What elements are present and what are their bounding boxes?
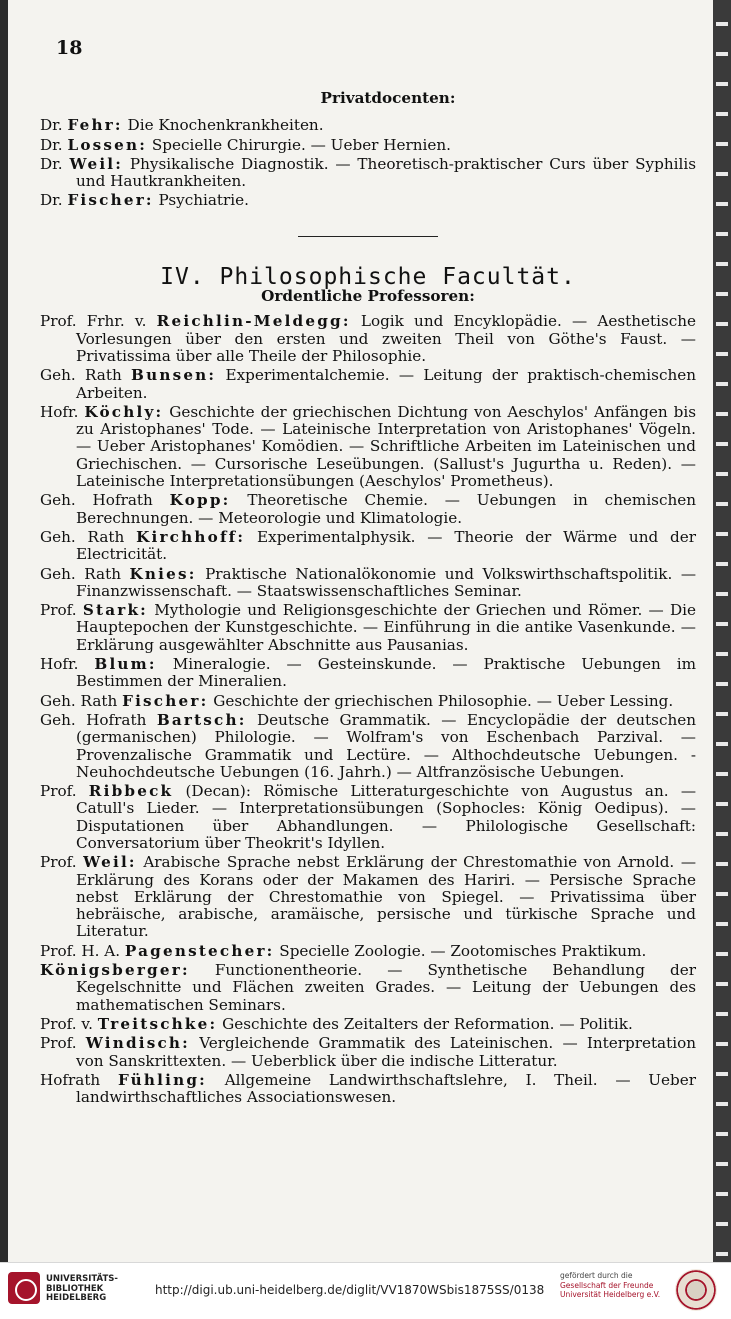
lecture-entry	[40, 137, 696, 154]
entry-title: Prof. v.	[40, 1014, 93, 1033]
lecturer-name: Weil:	[69, 154, 124, 173]
scan-edge-left	[0, 0, 8, 1262]
professor-list	[40, 313, 696, 1106]
entry-title: Geh. Rath	[40, 564, 121, 583]
entry-title: Hofr.	[40, 402, 79, 421]
privatdocenten-list	[40, 117, 696, 209]
lecturer-name: Lossen:	[67, 135, 148, 154]
lecture-entry	[40, 693, 696, 710]
lecture-entry	[40, 404, 696, 490]
lecture-topics: Praktische Nationalökonomie und Volkswirthschaftspolitik. — Finanzwissenschaft. — Staatswissenschaftliches Seminar.	[76, 564, 697, 600]
lecturer-name: Königsberger:	[40, 961, 190, 980]
library-name: UNIVERSITÄTS- BIBLIOTHEK HEIDELBERG	[46, 1274, 118, 1303]
lecturer-name: Ribbeck	[88, 782, 174, 801]
entry-title: Geh. Hofrath	[40, 491, 153, 510]
lecture-entry	[40, 117, 696, 134]
lecturer-name: Windisch:	[85, 1034, 190, 1053]
lecturer-name: Fühling:	[117, 1070, 207, 1089]
lecture-entry	[40, 1016, 696, 1033]
lecture-entry	[40, 854, 696, 940]
entry-title: Dr.	[40, 154, 63, 173]
privatdocenten-heading: Privatdocenten:	[320, 89, 456, 107]
lecturer-name: Knies:	[129, 564, 197, 583]
lecturer-name: Fischer:	[122, 691, 209, 710]
lecturer-name: Reichlin-Meldegg:	[156, 312, 351, 331]
lecture-entry	[40, 1072, 696, 1107]
sponsor-text: gefördert durch die Gesellschaft der Freunde Universität Heidelberg e.V.	[560, 1271, 661, 1299]
lecture-topics: Geschichte der griechischen Philosophie. — Ueber Lessing.	[213, 691, 674, 710]
lecture-topics: Vergleichende Grammatik des Lateinischen. — Interpretation von Sanskrittexten. — Ueberblick über die indische Litteratur.	[76, 1034, 696, 1070]
lecture-topics: Specielle Chirurgie. — Ueber Hernien.	[151, 135, 451, 154]
document-page	[40, 30, 696, 1255]
lecture-entry	[40, 656, 696, 691]
lecturer-name: Bartsch:	[156, 710, 247, 729]
entry-title: Dr.	[40, 191, 63, 210]
lecturer-name: Bunsen:	[131, 366, 217, 385]
page-number: 18	[56, 37, 83, 59]
lecture-entry	[40, 156, 696, 191]
faculty-heading: IV. Philosophische Facultät.	[160, 263, 576, 290]
lecture-topics: Physikalische Diagnostik. — Theoretisch-praktischer Curs über Syphilis und Hautkrankheiten.	[76, 154, 696, 191]
lecture-topics: Mineralogie. — Gesteinskunde. — Praktische Uebungen im Bestimmen der Mineralien.	[76, 655, 697, 691]
lecture-topics: Experimentalphysik. — Theorie der Wärme und der Electricität.	[76, 527, 696, 564]
lecture-topics: Theoretische Chemie. — Uebungen in chemischen Berechnungen. — Meteorologie und Klimatologie.	[76, 491, 697, 527]
lecture-entry	[40, 313, 696, 365]
entry-title: Geh. Rath	[40, 527, 125, 546]
section-divider	[298, 236, 438, 237]
lecture-topics: Arabische Sprache nebst Erklärung der Chrestomathie von Arnold. — Erklärung des Korans oder der Makamen des Hariri. — Persische Sprache nebst Erklärung der Chrestomathie von Spiegel. — Privatissima über hebräische, arabische, aramäische, persische und türkische Sprache und Literatur.	[76, 853, 697, 941]
permalink-url[interactable]: http://digi.ub.uni-heidelberg.de/diglit/VV1870WSbis1875SS/0138	[155, 1283, 545, 1297]
entry-title: Prof.	[40, 853, 77, 872]
scan-ruler	[716, 0, 728, 1262]
lecturer-name: Fehr:	[67, 116, 123, 135]
entry-title: Prof.	[40, 1034, 77, 1053]
lecture-topics: Deutsche Grammatik. — Encyclopädie der deutschen (germanischen) Philologie. — Wolfram's von Eschenbach Parzival. — Provenzalische Grammatik und Lectüre. — Althochdeutsche Uebungen. - Neuhochdeutsche Uebungen (16. Jahrh.) — Altfranzösische Uebungen.	[76, 710, 696, 781]
lecture-entry	[40, 492, 696, 527]
lecture-entry	[40, 566, 696, 601]
lecturer-name: Treitschke:	[97, 1014, 218, 1033]
lecture-topics: Mythologie und Religionsgeschichte der Griechen und Römer. — Die Hauptepochen der Kunstgeschichte. — Einführung in die antike Vasenkunde. — Erklärung ausgewählter Abschnitte aus Pausanias.	[76, 601, 697, 654]
entry-title: Hofr.	[40, 655, 79, 674]
entry-title: Prof. Frhr. v.	[40, 312, 147, 331]
lecturer-name: Stark:	[82, 601, 148, 620]
entry-title: Geh. Rath	[40, 691, 118, 710]
lecturer-name: Fischer:	[67, 191, 154, 210]
lecture-topics: Geschichte des Zeitalters der Reformation. — Politik.	[222, 1014, 633, 1033]
lecture-entry	[40, 1035, 696, 1070]
university-seal-icon[interactable]	[675, 1269, 717, 1311]
lecture-entry	[40, 602, 696, 654]
lecturer-name: Weil:	[83, 853, 137, 872]
lecture-entry	[40, 712, 696, 781]
lecture-topics: Die Knochenkrankheiten.	[127, 116, 324, 135]
lecture-topics: Experimentalchemie. — Leitung der praktisch-chemischen Arbeiten.	[76, 366, 696, 402]
lecture-entry	[40, 192, 696, 209]
lecture-entry	[40, 529, 696, 564]
entry-title: Hofrath	[40, 1070, 101, 1089]
scan-edge-right	[713, 0, 731, 1262]
entry-title: Geh. Hofrath	[40, 710, 147, 729]
faculty-subheading: Ordentliche Professoren:	[261, 287, 475, 306]
lecture-topics: Specielle Zoologie. — Zootomisches Praktikum.	[279, 941, 647, 960]
lecturer-name: Kopp:	[169, 491, 231, 510]
lecture-entry	[40, 367, 696, 402]
lecture-entry	[40, 783, 696, 852]
university-library-logo-icon[interactable]	[8, 1272, 40, 1304]
lecture-topics: Allgemeine Landwirthschaftslehre, I. Theil. — Ueber landwirthschaftliches Associationswesen.	[76, 1070, 696, 1107]
lecturer-name: Pagenstecher:	[124, 941, 275, 960]
lecture-entry	[40, 943, 696, 960]
lecture-entry	[40, 962, 696, 1014]
entry-title: Prof.	[40, 601, 77, 620]
entry-title: Dr.	[40, 116, 63, 135]
entry-title: Dr.	[40, 135, 63, 154]
entry-title: Geh. Rath	[40, 366, 122, 385]
library-footer	[0, 1262, 731, 1319]
lecturer-name: Köchly:	[84, 402, 164, 421]
entry-title: Prof. H. A.	[40, 941, 121, 960]
lecture-topics: Logik und Encyklopädie. — Aesthetische Vorlesungen über den ersten und zweiten Theil von Göthe's Faust. — Privatissima über alle Theile der Philosophie.	[76, 312, 697, 365]
entry-title: Prof.	[40, 782, 77, 801]
lecturer-name: Kirchhoff:	[136, 527, 246, 546]
lecturer-name: Blum:	[94, 655, 157, 674]
lecture-topics: (Decan): Römische Litteraturgeschichte von Augustus an. — Catull's Lieder. — Interpretationsübungen (Sophocles: König Oedipus). — Disputationen über Abhandlungen. — Philologische Gesellschaft: Conversatorium über Theokrit's Idyllen.	[76, 782, 697, 852]
lecture-topics: Geschichte der griechischen Dichtung von Aeschylos' Anfängen bis zu Aristophanes' Tode. — Lateinische Interpretation von Aristophanes' Vögeln. — Ueber Aristophanes' Komödien. — Schriftliche Arbeiten im Lateinischen und Griechischen. — Cursorische Leseübungen. (Sallust's Jugurtha u. Reden). — Lateinische Interpretationsübungen (Aeschylos' Prometheus).	[76, 402, 696, 491]
lecture-topics: Functionentheorie. — Synthetische Behandlung der Kegelschnitte und Flächen zweiten Grades. — Leitung der Uebungen des mathematischen Seminars.	[76, 961, 697, 1014]
lecture-topics: Psychiatrie.	[158, 191, 249, 210]
